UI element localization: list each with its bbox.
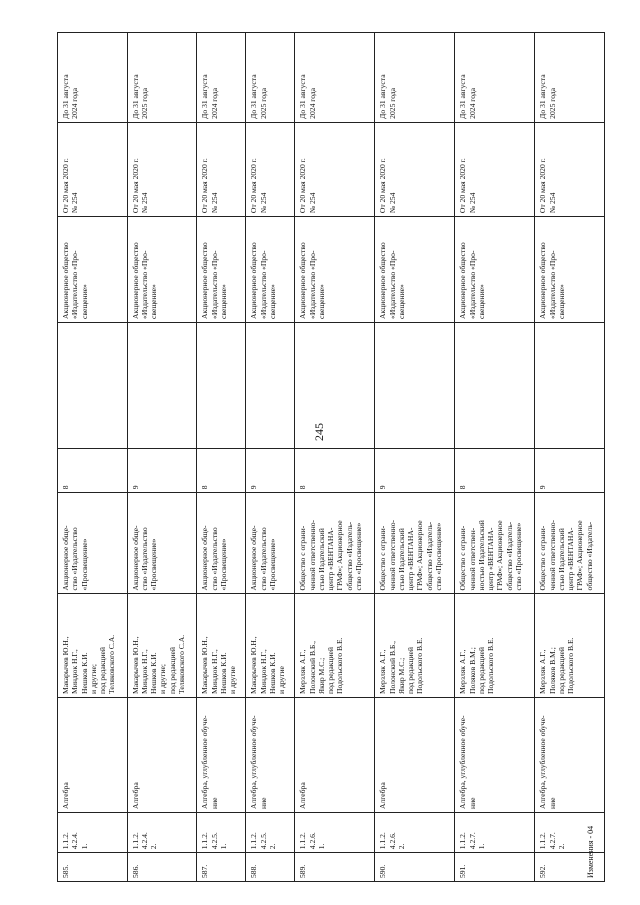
cell-line: свещение» <box>79 284 89 319</box>
cell-line: ство «Издательство <box>209 527 219 591</box>
cell-line: Миндюк Н.Г., <box>258 649 268 694</box>
row-number-cell: 591. <box>455 853 535 882</box>
cell-line: 4.2.5. <box>209 832 219 850</box>
cell-line: 1. <box>218 843 228 850</box>
cell-line: 2025 года <box>258 87 268 119</box>
cell-line: центр «ВЕНТАНА- <box>486 527 496 591</box>
cell-line: ГРАФ»; Акционерное <box>415 520 425 591</box>
grade-cell: 8 <box>197 449 246 493</box>
row-number-cell: 590. <box>375 853 455 882</box>
cell-line: Полонский В.Б., <box>307 640 317 694</box>
rotated-table-container <box>57 32 605 882</box>
subject-cell <box>535 697 605 812</box>
expiry-date-cell <box>246 33 295 123</box>
grade-cell: 9 <box>375 449 455 493</box>
code-cell <box>455 813 535 853</box>
cell-line: До 31 августа <box>61 74 70 119</box>
cell-line: ство «Издательство <box>258 527 268 591</box>
cell-line: № 254 <box>258 192 268 214</box>
cell-line: стью Издательский <box>316 528 326 591</box>
row-number-cell: 586. <box>127 853 197 882</box>
cell-line: общество «Издатель- <box>344 521 354 591</box>
expiry-date-cell <box>295 33 375 123</box>
empty-cell <box>58 322 128 449</box>
publisher-cell <box>197 493 246 594</box>
row-number-cell: 589. <box>295 853 375 882</box>
authors-cell <box>375 594 455 698</box>
order-cell <box>58 122 128 216</box>
cell-line: Поляков В.М.; <box>547 647 557 694</box>
expiry-date-cell <box>535 33 605 123</box>
grade-cell: 9 <box>127 449 197 493</box>
cell-line: под редакцией <box>98 647 107 694</box>
cell-line: стью Издательский <box>396 528 406 591</box>
cell-line: 4.2.5. <box>258 832 268 850</box>
authors-cell <box>535 594 605 698</box>
cell-line: «Издательство «Про- <box>258 250 268 319</box>
textbook-table <box>57 32 605 882</box>
cell-line: свещение» <box>476 284 486 319</box>
license-holder-cell <box>375 217 455 323</box>
table-row <box>246 33 295 882</box>
cell-line: ство «Просвещение» <box>353 522 363 591</box>
cell-line: ГРАФ»; Акционерное <box>575 520 585 591</box>
license-holder-cell <box>197 217 246 323</box>
cell-line: От 20 мая 2020 г. <box>200 158 210 214</box>
row-number-cell: 588. <box>246 853 295 882</box>
authors-cell <box>246 594 295 698</box>
cell-line: 1.1.2. <box>249 832 259 850</box>
license-holder-cell <box>455 217 535 323</box>
table-row <box>127 33 197 882</box>
cell-line: 4.2.7. <box>467 832 477 850</box>
cell-line: Макарычев Ю.Н., <box>130 636 140 694</box>
expiry-date-cell <box>58 33 128 123</box>
authors-cell <box>58 594 128 698</box>
cell-line: 1.1.2. <box>538 832 548 850</box>
cell-line: Акционерное обще- <box>61 525 70 591</box>
cell-line: До 31 августа <box>538 74 548 119</box>
cell-line: Теляковского С.А. <box>107 634 117 694</box>
cell-line: ство «Просвещение» <box>513 522 523 591</box>
cell-line: свещение» <box>316 284 326 319</box>
cell-line: центр «ВЕНТАНА- <box>326 527 336 591</box>
cell-line: общество «Издатель- <box>424 521 434 591</box>
cell-line: 4.2.7. <box>547 832 557 850</box>
cell-line: Общество с ограни- <box>378 525 388 591</box>
cell-line: № 254 <box>70 192 80 214</box>
license-holder-cell <box>535 217 605 323</box>
cell-line: ние <box>467 797 477 809</box>
grade-cell: 8 <box>58 449 128 493</box>
cell-line: Алгебра, углубленное обуче- <box>538 715 548 809</box>
cell-line: ченной ответственно- <box>307 519 317 591</box>
cell-line: От 20 мая 2020 г. <box>538 158 548 214</box>
cell-line: От 20 мая 2020 г. <box>61 158 70 214</box>
cell-line: До 31 августа <box>249 74 259 119</box>
license-holder-cell <box>127 217 197 323</box>
cell-line: 2024 года <box>70 87 80 119</box>
cell-line: и другие <box>277 666 287 694</box>
cell-line: Якир М.С.; <box>396 657 406 694</box>
subject-cell <box>455 697 535 812</box>
cell-line: свещение» <box>556 284 566 319</box>
cell-line: 2. <box>149 843 159 850</box>
authors-cell <box>197 594 246 698</box>
cell-line: 2025 года <box>547 87 557 119</box>
order-cell <box>246 122 295 216</box>
cell-line: ГРАФ»; Акционерное <box>495 520 505 591</box>
cell-line: Акционерное обще- <box>249 525 259 591</box>
cell-line: под редакцией <box>556 647 566 694</box>
cell-line: Макарычев Ю.Н., <box>61 636 70 694</box>
cell-line: 1.1.2. <box>200 832 210 850</box>
cell-line: «Издательство «Про- <box>387 250 397 319</box>
cell-line: Алгебра, углубленное обуче- <box>249 715 259 809</box>
table-row <box>455 33 535 882</box>
publisher-cell <box>375 493 455 594</box>
cell-line: свещение» <box>149 284 159 319</box>
cell-line: ство «Издательство <box>139 527 149 591</box>
empty-cell <box>455 322 535 449</box>
cell-line: и другие <box>228 666 238 694</box>
cell-line: Алгебра <box>298 782 308 809</box>
cell-line: ченной ответственно- <box>547 519 557 591</box>
cell-line: От 20 мая 2020 г. <box>130 158 140 214</box>
cell-line: 4.2.4. <box>139 832 149 850</box>
expiry-date-cell <box>455 33 535 123</box>
publisher-cell <box>295 493 375 594</box>
cell-line: ностью Издательский <box>476 520 486 591</box>
cell-line: ство «Издательство <box>70 527 80 591</box>
cell-line: общество «Издатель- <box>504 521 514 591</box>
cell-line: 2024 года <box>467 87 477 119</box>
empty-cell <box>246 322 295 449</box>
cell-line: «Просвещение» <box>218 538 228 591</box>
cell-line: Якир М.С.; <box>316 657 326 694</box>
subject-cell <box>197 697 246 812</box>
cell-line: № 254 <box>547 192 557 214</box>
code-cell <box>295 813 375 853</box>
cell-line: Акционерное общество <box>130 242 140 319</box>
publisher-cell <box>58 493 128 594</box>
page-number: 245 <box>312 423 326 441</box>
cell-line: От 20 мая 2020 г. <box>458 158 468 214</box>
row-number-cell: 585. <box>58 853 128 882</box>
cell-line: Нешков К.И. <box>218 652 228 694</box>
empty-cell <box>375 322 455 449</box>
cell-line: № 254 <box>139 192 149 214</box>
cell-line: Миндюк Н.Г., <box>70 649 80 694</box>
cell-line: До 31 августа <box>130 74 140 119</box>
cell-line: центр «ВЕНТАНА- <box>566 527 576 591</box>
cell-line: Подольского В.Е. <box>486 637 496 694</box>
cell-line: Нешков К.И. <box>267 652 277 694</box>
cell-line: и другие; <box>158 663 168 694</box>
empty-cell <box>295 322 375 449</box>
license-holder-cell <box>295 217 375 323</box>
cell-line: «Издательство «Про- <box>70 250 80 319</box>
cell-line: Подольского В.Е. <box>335 637 345 694</box>
cell-line: ние <box>209 797 219 809</box>
cell-line: 2. <box>556 843 566 850</box>
cell-line: До 31 августа <box>458 74 468 119</box>
cell-line: свещение» <box>396 284 406 319</box>
code-cell <box>246 813 295 853</box>
grade-cell: 9 <box>535 449 605 493</box>
cell-line: «Издательство «Про- <box>467 250 477 319</box>
cell-line: ченной ответственно- <box>387 519 397 591</box>
cell-line: Нешков К.И. <box>79 652 89 694</box>
grade-cell: 9 <box>246 449 295 493</box>
license-holder-cell <box>246 217 295 323</box>
cell-line: Акционерное общество <box>378 242 388 319</box>
cell-line: ние <box>258 797 268 809</box>
expiry-date-cell <box>197 33 246 123</box>
expiry-date-cell <box>127 33 197 123</box>
cell-line: 1.1.2. <box>298 832 308 850</box>
cell-line: под редакцией <box>406 647 416 694</box>
cell-line: № 254 <box>467 192 477 214</box>
cell-line: Алгебра, углубленное обуче- <box>200 715 210 809</box>
empty-cell <box>197 322 246 449</box>
cell-line: 2. <box>267 843 277 850</box>
cell-line: Нешков К.И. <box>149 652 159 694</box>
cell-line: Мерзляк А.Г., <box>538 649 548 694</box>
cell-line: До 31 августа <box>200 74 210 119</box>
subject-cell <box>127 697 197 812</box>
subject-cell <box>246 697 295 812</box>
cell-line: От 20 мая 2020 г. <box>249 158 259 214</box>
cell-line: Макарычев Ю.Н., <box>200 636 210 694</box>
cell-line: 1.1.2. <box>378 832 388 850</box>
cell-line: «Просвещение» <box>149 538 159 591</box>
cell-line: 1.1.2. <box>458 832 468 850</box>
cell-line: Теляковского С.А. <box>176 634 186 694</box>
grade-cell: 8 <box>455 449 535 493</box>
cell-line: Акционерное общество <box>458 242 468 319</box>
cell-line: 2025 года <box>139 87 149 119</box>
cell-line: «Просвещение» <box>267 538 277 591</box>
cell-line: Полонский В.Б., <box>387 640 397 694</box>
cell-line: 1. <box>476 843 486 850</box>
cell-line: «Просвещение» <box>79 538 89 591</box>
cell-line: Мерзляк А.Г., <box>458 649 468 694</box>
cell-line: Алгебра <box>378 782 388 809</box>
cell-line: Общество с ограни- <box>538 525 548 591</box>
cell-line: ние <box>547 797 557 809</box>
grade-cell: 8 <box>295 449 375 493</box>
authors-cell <box>295 594 375 698</box>
cell-line: Общество с ограни- <box>458 525 468 591</box>
cell-line: От 20 мая 2020 г. <box>298 158 308 214</box>
cell-line: Акционерное общество <box>61 242 70 319</box>
empty-cell <box>535 322 605 449</box>
order-cell <box>455 122 535 216</box>
cell-line: 2024 года <box>307 87 317 119</box>
cell-line: Миндюк Н.Г., <box>139 649 149 694</box>
cell-line: Поляков В.М.; <box>467 647 477 694</box>
cell-line: Общество с ограни- <box>298 525 308 591</box>
cell-line: 2024 года <box>209 87 219 119</box>
code-cell <box>127 813 197 853</box>
publisher-cell <box>455 493 535 594</box>
empty-cell <box>127 322 197 449</box>
cell-line: свещение» <box>267 284 277 319</box>
cell-line: Алгебра <box>130 782 140 809</box>
cell-line: ство «Просвещение» <box>433 522 443 591</box>
cell-line: Акционерное обще- <box>200 525 210 591</box>
order-cell <box>535 122 605 216</box>
cell-line: 1.1.2. <box>130 832 140 850</box>
code-cell <box>58 813 128 853</box>
cell-line: 1.1.2. <box>61 832 70 850</box>
cell-line: Макарычев Ю.Н., <box>249 636 259 694</box>
code-cell <box>197 813 246 853</box>
cell-line: Мерзляк А.Г., <box>298 649 308 694</box>
cell-line: ГРАФ»; Акционерное <box>335 520 345 591</box>
table-row <box>535 33 605 882</box>
order-cell <box>197 122 246 216</box>
cell-line: № 254 <box>307 192 317 214</box>
cell-line: под редакцией <box>326 647 336 694</box>
cell-line: До 31 августа <box>298 74 308 119</box>
cell-line: 1. <box>316 843 326 850</box>
cell-line: Акционерное общество <box>249 242 259 319</box>
row-number-cell: 587. <box>197 853 246 882</box>
license-holder-cell <box>58 217 128 323</box>
cell-line: ченной ответствен- <box>467 527 477 591</box>
cell-line: Алгебра, углубленное обуче- <box>458 715 468 809</box>
cell-line: Акционерное общество <box>200 242 210 319</box>
cell-line: Миндюк Н.Г., <box>209 649 219 694</box>
cell-line: 4.2.4. <box>70 832 80 850</box>
cell-line: «Издательство «Про- <box>307 250 317 319</box>
table-row <box>58 33 128 882</box>
order-cell <box>127 122 197 216</box>
publisher-cell <box>246 493 295 594</box>
cell-line: под редакцией <box>476 647 486 694</box>
cell-line: Акционерное общество <box>538 242 548 319</box>
authors-cell <box>455 594 535 698</box>
cell-line: центр «ВЕНТАНА- <box>406 527 416 591</box>
table-row <box>375 33 455 882</box>
cell-line: Акционерное общество <box>298 242 308 319</box>
cell-line: стью Издательский <box>556 528 566 591</box>
authors-cell <box>127 594 197 698</box>
footer-note: Изменения - 04 <box>586 825 595 878</box>
cell-line: 1. <box>79 843 89 850</box>
cell-line: № 254 <box>387 192 397 214</box>
cell-line: 4.2.6. <box>387 832 397 850</box>
publisher-cell <box>127 493 197 594</box>
table-row <box>197 33 246 882</box>
subject-cell <box>375 697 455 812</box>
cell-line: Подольского В.Е. <box>566 637 576 694</box>
code-cell <box>375 813 455 853</box>
order-cell <box>295 122 375 216</box>
cell-line: Алгебра <box>61 782 70 809</box>
cell-line: 4.2.6. <box>307 832 317 850</box>
cell-line: и другие; <box>88 663 98 694</box>
cell-line: общество «Издатель- <box>584 521 594 591</box>
cell-line: «Издательство «Про- <box>139 250 149 319</box>
subject-cell <box>295 697 375 812</box>
cell-line: Мерзляк А.Г., <box>378 649 388 694</box>
table-body <box>58 33 605 882</box>
expiry-date-cell <box>375 33 455 123</box>
cell-line: свещение» <box>218 284 228 319</box>
cell-line: Акционерное обще- <box>130 525 140 591</box>
cell-line: 2. <box>396 843 406 850</box>
cell-line: Подольского В.Е. <box>415 637 425 694</box>
cell-line: «Издательство «Про- <box>547 250 557 319</box>
publisher-cell <box>535 493 605 594</box>
cell-line: До 31 августа <box>378 74 388 119</box>
cell-line: 2025 года <box>387 87 397 119</box>
cell-line: «Издательство «Про- <box>209 250 219 319</box>
cell-line: № 254 <box>209 192 219 214</box>
table-row <box>295 33 375 882</box>
cell-line: От 20 мая 2020 г. <box>378 158 388 214</box>
subject-cell <box>58 697 128 812</box>
cell-line: под редакцией <box>167 647 177 694</box>
row-number-cell: 592. <box>535 853 605 882</box>
order-cell <box>375 122 455 216</box>
